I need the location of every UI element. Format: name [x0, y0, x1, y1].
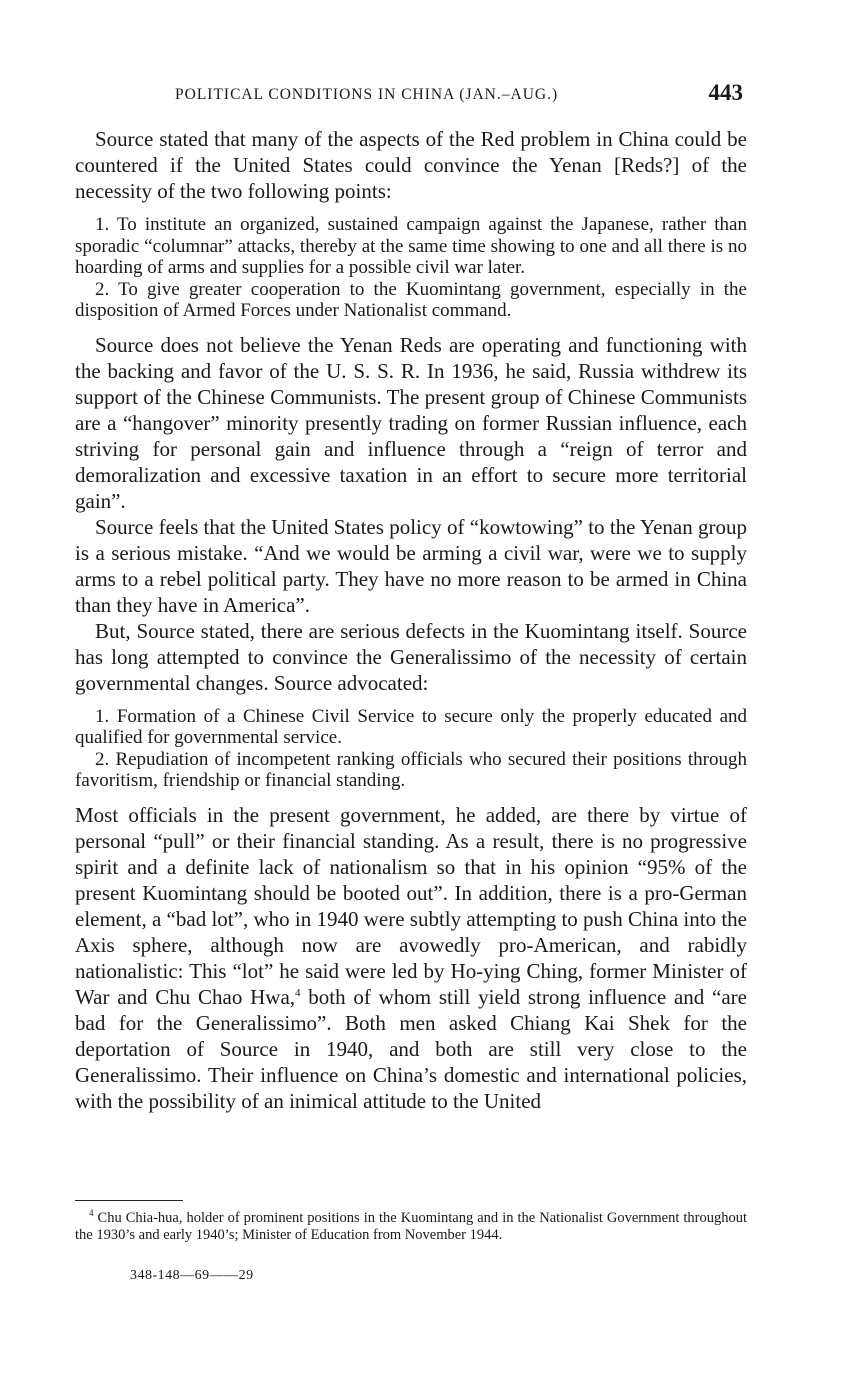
body-text: [75, 126, 747, 1114]
paragraph-5-text-a: Most officials in the present government, he added, are there by virtue of personal “pull” or their financial standing. As a result, there is no progressive spirit and a definite lack of nationalism so that in his opinion “95% of the present Kuomintang should be booted out”. In addition, there is a pro-German element, a “bad lot”, who in 1940 were subtly attempting to push China into the Axis sphere, although now are avowedly pro-American, and rabidly nationalistic: This “lot” he said were led by Ho-ying Ching, former Minister of War and Chu Chao Hwa,: [75, 802, 747, 1009]
footnote: [75, 1210, 747, 1244]
list-item: 2. Repudiation of incompetent ranking officials who secured their positions through favoritism, friendship or financial standing.: [75, 748, 747, 791]
points-list: [75, 214, 747, 322]
footnote-marker: 4: [89, 1208, 94, 1219]
paragraph-5-text-b: both of whom still yield strong influence and “are bad for the Generalissimo”. Both men asked Chiang Kai Shek for the deportation of Source in 1940, and both are still very close to the Generalissimo. Their influence on China’s domestic and international policies, with the possibility of an inimical attitude to the United: [75, 984, 747, 1113]
list-item: 1. Formation of a Chinese Civil Service to secure only the properly educated and qualified for governmental service.: [75, 705, 747, 748]
paragraph-5: [75, 802, 747, 1114]
running-head: POLITICAL CONDITIONS IN CHINA (JAN.–AUG.): [175, 86, 559, 103]
footnote-reference: 4: [295, 986, 301, 999]
paragraph-1: Source stated that many of the aspects of the Red problem in China could be countered if the United States could convince the Yenan [Reds?] of the necessity of the two following points:: [75, 127, 747, 203]
list-item: 1. To institute an organized, sustained campaign against the Japanese, rather than sporadic “columnar” attacks, thereby at the same time showing to one and all there is no hoarding of arms and supplies for a possible civil war later.: [75, 214, 747, 278]
paragraph-4: But, Source stated, there are serious defects in the Kuomintang itself. Source has long attempted to convince the Generalissimo of the necessity of certain governmental changes. Source advocated:: [75, 618, 747, 695]
paragraph-2: Source does not believe the Yenan Reds are operating and functioning with the backing and favor of the U. S. S. R. In 1936, he said, Russia withdrew its support of the Chinese Communists. The present group of Chinese Communists are a “hangover” minority presently trading on former Russian influence, each striving for personal gain and influence through a “reign of terror and demoralization and excessive taxation in an effort to secure more territorial gain”.: [75, 332, 747, 513]
paragraph-3: Source feels that the United States policy of “kowtowing” to the Yenan group is a serious mistake. “And we would be arming a civil war, were we to supply arms to a rebel political party. They have no more reason to be armed in China than they have in America”.: [75, 514, 747, 617]
page-number: 443: [708, 80, 743, 105]
page-header: [75, 80, 747, 112]
footnote-text: Chu Chia-hua, holder of prominent positions in the Kuomintang and in the Nationalist Government throughout the 1930’s and early 1940’s; Minister of Education from November 1944.: [75, 1210, 748, 1243]
print-code: 348-148—69——29: [130, 1268, 254, 1283]
list-item: 2. To give greater cooperation to the Kuomintang government, especially in the disposition of Armed Forces under Nationalist command.: [75, 278, 747, 321]
advocated-list: [75, 706, 747, 792]
footnote-divider: [75, 1200, 183, 1201]
